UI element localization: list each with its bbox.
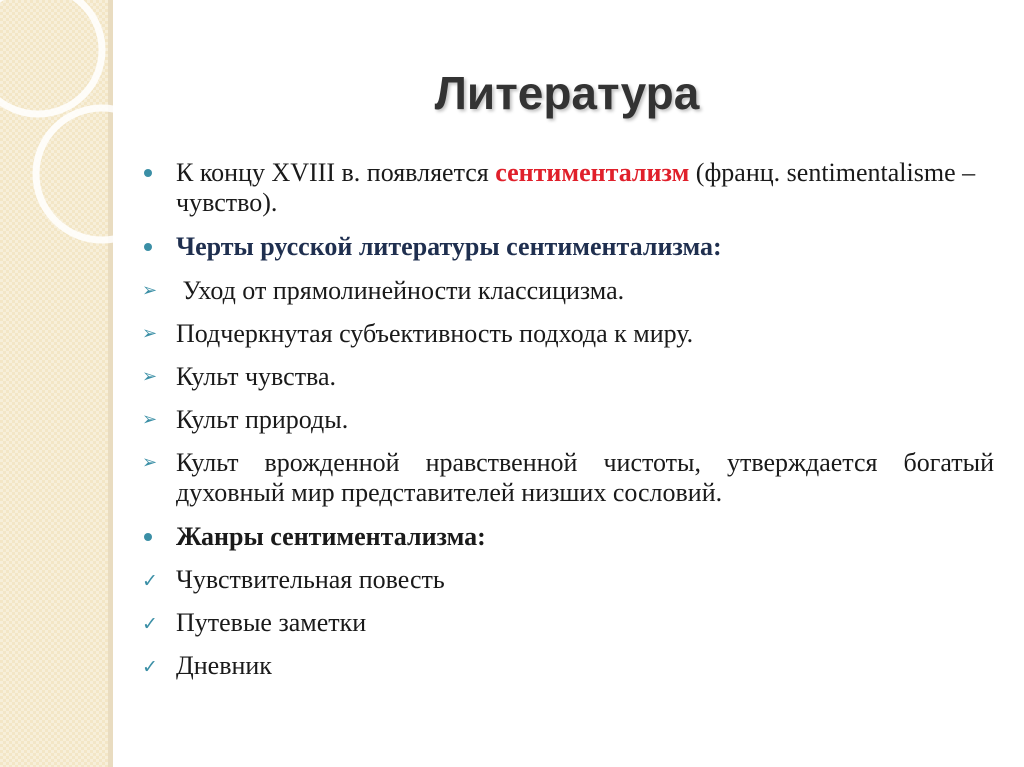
list-item-feature [142, 276, 994, 306]
list-item-feature [142, 405, 994, 435]
arrow-bullet-icon: ➢ [142, 366, 158, 387]
checkmark-icon: ✓ [142, 613, 158, 635]
arrow-bullet-icon: ➢ [142, 409, 158, 430]
arrow-bullet-icon: ➢ [142, 280, 158, 301]
list-item-feature [142, 448, 994, 508]
bullet-dot-icon [144, 243, 152, 251]
list-item-genre [142, 651, 994, 681]
list-item-genre [142, 565, 994, 595]
highlight-term: сентиментализм [495, 158, 690, 187]
feature-text: Подчеркнутая субъективность подхода к миру. [176, 319, 694, 348]
bullet-dot-icon [144, 169, 152, 177]
genre-text: Чувствительная повесть [176, 565, 445, 594]
list-item-genres-heading [142, 522, 994, 552]
list-item-genre [142, 608, 994, 638]
bullet-list [142, 158, 994, 681]
genre-text: Путевые заметки [176, 608, 367, 637]
list-item-sentimentalism-intro [142, 158, 994, 218]
decorative-circles-icon [0, 0, 140, 300]
feature-text: Культ врожденной нравственной чистоты, утверждается богатый духовный мир представителей низших сословий. [176, 448, 994, 507]
list-item-feature [142, 362, 994, 392]
checkmark-icon: ✓ [142, 656, 158, 678]
arrow-bullet-icon: ➢ [142, 323, 158, 344]
checkmark-icon: ✓ [142, 570, 158, 592]
feature-text: Культ природы. [176, 405, 349, 434]
list-item-features-heading [142, 232, 994, 262]
slide-title: Литература [434, 67, 700, 119]
arrow-bullet-icon: ➢ [142, 452, 158, 473]
bullet-dot-icon [144, 533, 152, 541]
intro-text-before: К концу XVIII в. появляется [176, 158, 496, 187]
feature-text: Уход от прямолинейности классицизма. [176, 276, 625, 305]
genre-text: Дневник [176, 651, 272, 680]
features-heading: Черты русской литературы сентиментализма: [176, 232, 722, 261]
intro-text-after: (франц. sentimentalisme – чувство). [176, 158, 976, 217]
genres-heading: Жанры сентиментализма: [176, 522, 486, 551]
list-item-feature [142, 319, 994, 349]
feature-text: Культ чувства. [176, 362, 337, 391]
